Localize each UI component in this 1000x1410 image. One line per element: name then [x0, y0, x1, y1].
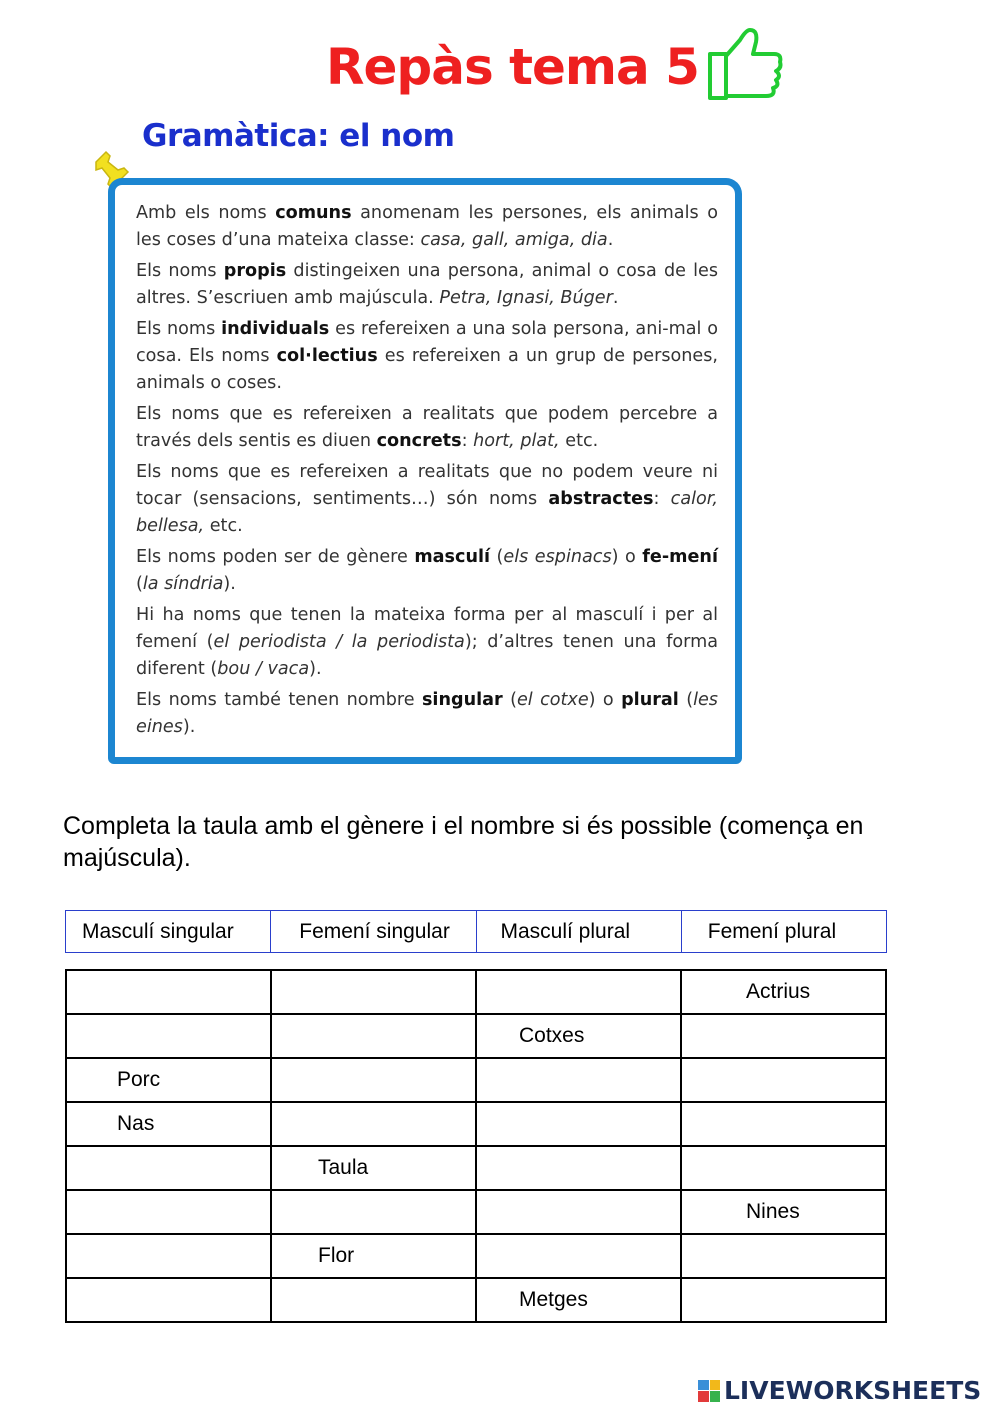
- rule-text: Hi ha noms que tenen la mateixa forma per al masculí i per al femení (: [136, 605, 718, 652]
- header-femeni-singular: Femení singular: [271, 911, 476, 953]
- header-femeni-plural: Femení plural: [681, 911, 886, 953]
- rule-example: les eines: [136, 690, 718, 737]
- given-word-cell: [681, 1190, 886, 1234]
- answer-cell[interactable]: [681, 1278, 886, 1322]
- answer-cell[interactable]: [476, 1234, 681, 1278]
- table-row: [66, 1190, 886, 1234]
- answer-cell[interactable]: [66, 1146, 271, 1190]
- rule-paragraph: [136, 200, 718, 253]
- table-header: [65, 910, 887, 953]
- rule-keyword: abstractes: [548, 488, 654, 509]
- given-word-cell: [681, 970, 886, 1014]
- table-row: [66, 1058, 886, 1102]
- cell-text: Taula: [318, 1156, 369, 1179]
- rule-text: distingeixen una persona, animal o cosa de les altres. S’escriuen amb majúscula.: [136, 261, 718, 308]
- rule-example: el periodista / la periodista: [213, 631, 465, 652]
- answer-cell[interactable]: [271, 1102, 476, 1146]
- answer-cell[interactable]: [66, 1234, 271, 1278]
- rule-keyword: concrets: [376, 430, 462, 451]
- answer-cell[interactable]: [271, 1190, 476, 1234]
- cell-text: Porc: [117, 1068, 161, 1091]
- given-word-cell: [271, 1146, 476, 1190]
- cell-text: Cotxes: [519, 1024, 585, 1047]
- answer-cell[interactable]: [271, 1058, 476, 1102]
- answer-cell[interactable]: [476, 1146, 681, 1190]
- rule-keyword: masculí: [414, 547, 491, 568]
- rule-keyword: propis: [223, 261, 287, 282]
- given-word-cell: [66, 1102, 271, 1146]
- rule-text: ).: [223, 573, 236, 594]
- answer-cell[interactable]: [476, 1102, 681, 1146]
- rule-text: Amb els noms: [136, 203, 276, 223]
- exercise-instruction: Completa la taula amb el gènere i el nombre si és possible (comença en majúscula).: [63, 812, 864, 872]
- table-row: [66, 1146, 886, 1190]
- rule-example: els espinacs: [503, 547, 612, 568]
- given-word-cell: [476, 1014, 681, 1058]
- liveworksheets-logo-icon: [698, 1380, 720, 1402]
- answer-cell[interactable]: [476, 1058, 681, 1102]
- cell-text: Actrius: [746, 980, 811, 1003]
- rule-text: es refereixen a un grup de persones, animals o coses.: [136, 345, 718, 393]
- rule-text: .: [612, 287, 619, 308]
- rule-keyword: fe-mení: [642, 547, 718, 568]
- table-row: [66, 970, 886, 1014]
- cell-text: Flor: [318, 1244, 355, 1267]
- table-row: [66, 1102, 886, 1146]
- rule-text: ) o: [611, 547, 643, 568]
- rule-text: (: [678, 690, 694, 711]
- rule-example: casa, gall, amiga, dia: [420, 229, 608, 250]
- rule-example: Petra, Ignasi, Búger: [439, 287, 613, 308]
- rule-text: (: [502, 690, 517, 711]
- answer-table: [65, 969, 887, 1323]
- rule-text: ).: [309, 658, 322, 679]
- answer-cell[interactable]: [66, 970, 271, 1014]
- section-title: Gramàtica: el nom: [142, 118, 455, 154]
- rule-keyword: singular: [421, 690, 503, 711]
- rule-example: calor, bellesa,: [136, 488, 718, 536]
- rule-example: bou / vaca: [217, 658, 310, 679]
- rule-text: Els noms: [136, 261, 224, 282]
- given-word-cell: [476, 1278, 681, 1322]
- answer-cell[interactable]: [681, 1234, 886, 1278]
- rule-text: (: [490, 547, 504, 568]
- rule-example: el cotxe: [516, 690, 589, 711]
- answer-cell[interactable]: [66, 1278, 271, 1322]
- rule-text: Els noms que es refereixen a realitats que podem percebre a través dels sentis es diuen: [136, 404, 718, 451]
- rule-example: la síndria: [142, 573, 224, 594]
- rule-paragraph: [136, 602, 718, 682]
- rule-text: ) o: [588, 690, 622, 711]
- rule-text: (: [136, 573, 143, 594]
- table-row: [66, 1014, 886, 1058]
- rule-text: :: [653, 488, 671, 509]
- rule-text: anomenam les persones, els animals o les coses d’una mateixa classe:: [136, 203, 718, 250]
- answer-cell[interactable]: [681, 1014, 886, 1058]
- rule-paragraph: [136, 258, 718, 311]
- answer-cell[interactable]: [681, 1146, 886, 1190]
- rule-keyword: plural: [621, 690, 679, 711]
- answer-cell[interactable]: [681, 1102, 886, 1146]
- rule-text: Els noms: [136, 319, 222, 340]
- footer-brand: [698, 1376, 981, 1405]
- rule-paragraph: [136, 544, 718, 597]
- rule-text: ); d’altres tenen una forma diferent (: [136, 631, 718, 679]
- answer-cell[interactable]: [271, 1014, 476, 1058]
- given-word-cell: [66, 1058, 271, 1102]
- rule-text: ).: [182, 716, 196, 737]
- page-title: Repàs tema 5: [326, 38, 699, 96]
- rule-text: etc.: [204, 515, 243, 536]
- rule-keyword: col·lectius: [276, 345, 378, 366]
- header-masculi-plural: Masculí plural: [476, 911, 681, 953]
- rule-text: Els noms també tenen nombre: [136, 690, 422, 711]
- rule-text: etc.: [559, 430, 599, 451]
- answer-cell[interactable]: [476, 970, 681, 1014]
- rule-keyword: individuals: [221, 319, 330, 340]
- cell-text: Nines: [746, 1200, 800, 1223]
- rule-keyword: comuns: [275, 203, 352, 223]
- answer-cell[interactable]: [66, 1190, 271, 1234]
- rule-text: Els noms poden ser de gènere: [136, 547, 415, 568]
- given-word-cell: [271, 1234, 476, 1278]
- brand-name: LIVEWORKSHEETS: [724, 1376, 982, 1405]
- table-row: [66, 1278, 886, 1322]
- rule-text: .: [607, 229, 614, 250]
- rule-text: es refereixen a una sola persona, ani-mal o cosa. Els noms: [136, 319, 719, 366]
- rule-example: hort, plat,: [473, 430, 560, 451]
- rule-paragraph: [136, 687, 718, 740]
- rule-paragraph: [136, 459, 718, 539]
- answer-cell[interactable]: [681, 1058, 886, 1102]
- answer-cell[interactable]: [271, 1278, 476, 1322]
- cell-text: Nas: [117, 1112, 155, 1135]
- answer-cell[interactable]: [476, 1190, 681, 1234]
- rule-paragraph: [136, 401, 718, 454]
- table-row: [66, 1234, 886, 1278]
- rule-text: Els noms que es refereixen a realitats que no podem veure ni tocar (sensacions, sentiments…) són noms: [136, 462, 718, 509]
- grammar-rules: [136, 200, 718, 745]
- answer-cell[interactable]: [66, 1014, 271, 1058]
- header-masculi-singular: Masculí singular: [66, 911, 271, 953]
- thumbs-up-icon: [706, 26, 784, 102]
- rule-paragraph: [136, 316, 718, 396]
- cell-text: Metges: [519, 1288, 588, 1311]
- rule-text: :: [461, 430, 474, 451]
- answer-cell[interactable]: [271, 970, 476, 1014]
